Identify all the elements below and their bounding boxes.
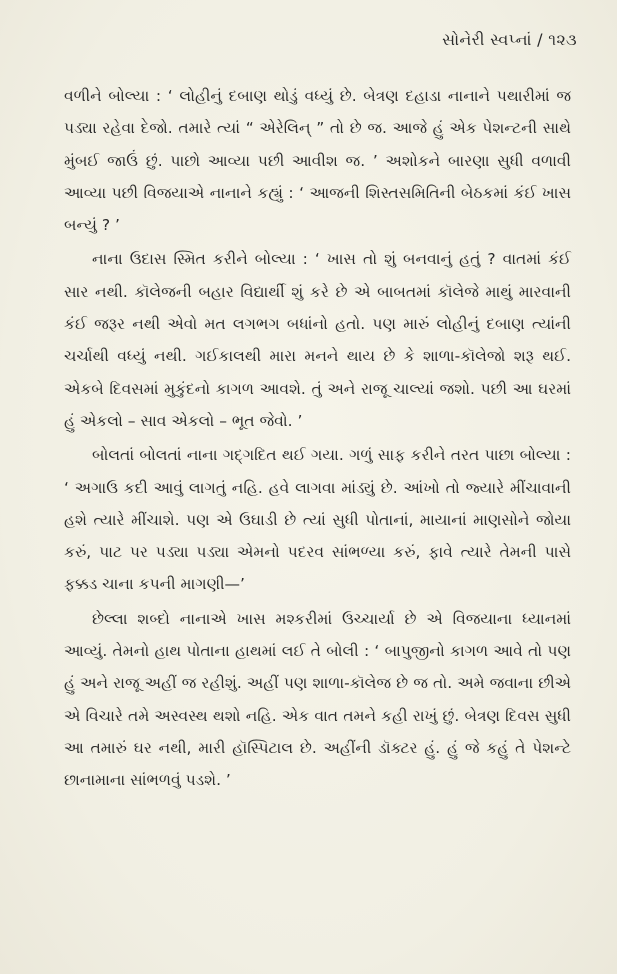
paragraph: વળીને બોલ્યા : ‘ લોહીનું દબાણ થોડું વધ્યું છે. બેત્રણ દહાડા નાનાને પથારીમાં જ પડ્યા રહેવા દેજો. તમારે ત્યાં “ એરેલિન્ ” તો છે જ. આજે હું એક પેશન્ટની સાથે મુંબઈ જાઉં છું. પાછો આવ્યા પછી આવીશ જ. ’ અશોકને બારણા સુધી વળાવી આવ્યા પછી વિજયાએ નાનાને કહ્યું : ‘ આજની શિસ્તસમિતિની બેઠકમાં કંઈ ખાસ બન્યું ? ’ <box>64 87 571 235</box>
paragraph: છેલ્લા શબ્દો નાનાએ ખાસ મશ્કરીમાં ઉચ્ચાર્યા છે એ વિજયાના ધ્યાનમાં આવ્યું. તેમનો હાથ પોતાના હાથમાં લઈ તે બોલી : ‘ બાપુજીનો કાગળ આવે તો પણ હું અને રાજૂ અહીં જ રહીશું. અહીં પણ શાળા-કૉલેજ છે જ તો. અમે જવાના છીએ એ વિચારે તમે અસ્વસ્થ થશો નહિ. એક વાત તમને કહી રાખું છું. બેત્રણ દિવસ સુધી આ તમારું ઘર નથી, મારી હૉસ્પિટાલ છે. અહીંની ડૉક્ટર હું. હું જે કહું તે પેશન્ટે છાનામાના સાંભળવું પડશે. ’ <box>64 609 571 790</box>
running-head: સોનેરી સ્વપ્નાં / ૧૨૩ <box>442 30 577 49</box>
paragraph: નાના ઉદાસ સ્મિત કરીને બોલ્યા : ‘ ખાસ તો શું બનવાનું હતું ? વાતમાં કંઈ સાર નથી. કૉલેજની બહાર વિદ્યાર્થી શું કરે છે એ બાબતમાં કૉલેજે માથું મારવાની કંઈ જરૂર નથી એવો મત લગભગ બધાંનો હતો. પણ મારું લોહીનું દબાણ ત્યાંની ચર્ચાથી વધ્યું નથી. ગઈકાલથી મારા મનને થાય છે કે શાળા-કૉલેજો શરૂ થઈ. એકબે દિવસમાં મુકુંદનો કાગળ આવશે. તું અને રાજૂ ચાલ્યાં જશો. પછી આ ઘરમાં હું એકલો – સાવ એકલો – ભૂત જેવો. ’ <box>64 250 571 430</box>
paragraph: બોલતાં બોલતાં નાના ગદ્‌ગદિત થઈ ગયા. ગળું સાફ કરીને તરત પાછા બોલ્યા : ‘ અગાઉ કદી આવું લાગતું નહિ. હવે લાગવા માંડ્યું છે. આંખો તો જ્યારે મીંચાવાની હશે ત્યારે મીંચાશે. પણ એ ઉઘાડી છે ત્યાં સુધી પોતાનાં, માયાનાં માણસોને જોયા કરું, પાટ પર પડ્યા પડ્યા એમનો પદરવ સાંભળ્યા કરું, ફાવે ત્યારે તેમની પાસે ફક્કડ ચાના કપની માગણી—’ <box>64 446 571 594</box>
body-text <box>64 80 571 799</box>
